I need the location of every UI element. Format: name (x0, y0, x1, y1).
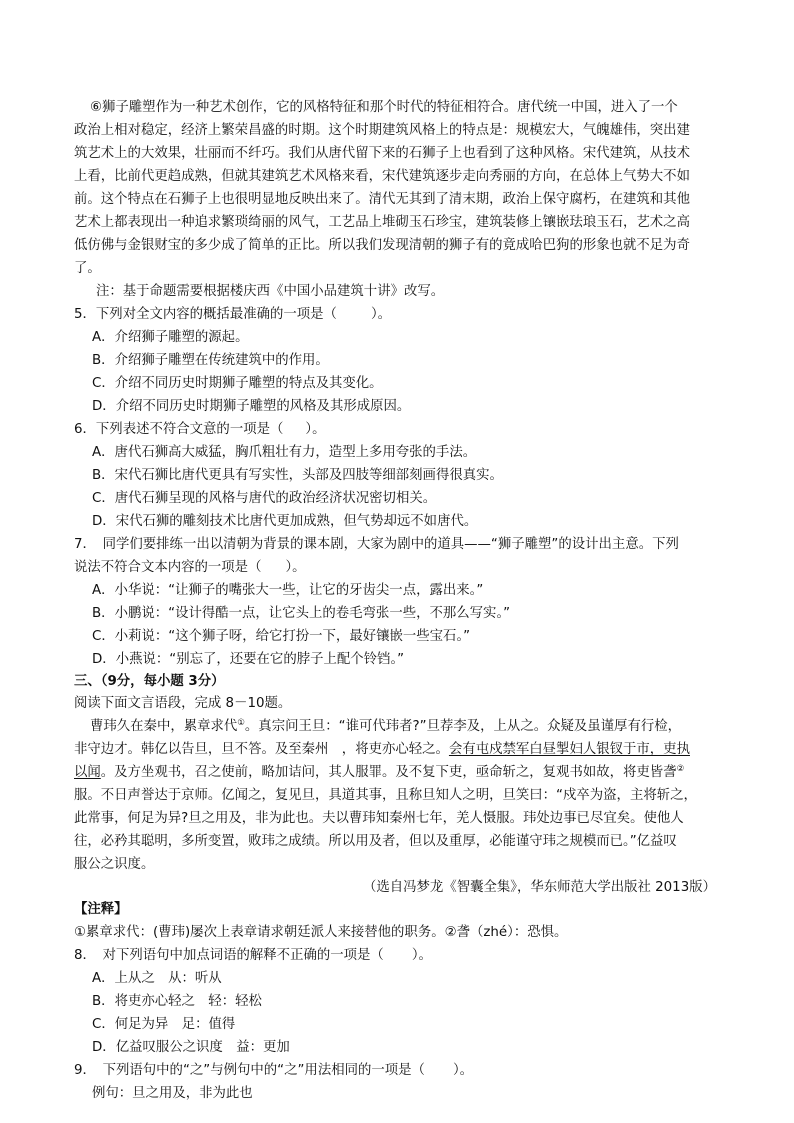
q7-option-a: A．小华说：“让狮子的嘴张大一些，让它的牙齿尖一点，露出来。” (92, 583, 484, 598)
q6-option-d: D．宋代石狮的雕刻技术比唐代更加成熟，但气势却远不如唐代。 (92, 514, 478, 529)
passage-line: 上看，比前代更趋成熟，但就其建筑艺术风格来看，宋代建筑逐步走向秀丽的方向，在总体上气势大不如 (74, 169, 690, 184)
q7-option-c: C．小莉说：“这个狮子呀，给它打扮一下，最好镶嵌一些宝石。” (92, 629, 471, 644)
q9-example: 例句：旦之用及，非为此也 (92, 1086, 253, 1101)
question-9-stem: 9． 下列语句中的“之”与例句中的“之”用法相同的一项是（ ）。 (74, 1063, 474, 1078)
classical-line: 此常事，何足为异?旦之用及，非为此也。夫以曹玮知秦州七年，羌人慑服。玮处边事已尽宜矣。使他人 (74, 811, 684, 826)
passage-line: 前。这个特点在石狮子上也很明显地反映出来了。清代无其到了清末期，政治上保守腐朽，在建筑和其他 (74, 192, 690, 207)
passage-line: 低仿佛与金银财宝的多少成了简单的正比。所以我们发现清朝的狮子有的竟成哈巴狗的形象也就不足为奇 (74, 238, 690, 253)
question-5-stem: 5．下列对全文内容的概括最准确的一项是（ ）。 (74, 307, 392, 322)
passage-line: 艺术上都表现出一种追求繁琐绮丽的风气，工艺品上堆砌玉石珍宝，建筑装修上镶嵌珐琅玉石，艺术之高 (74, 215, 690, 230)
q8-option-d: D．亿益叹服公之识度 益：更加 (92, 1040, 290, 1055)
section-3-intro: 阅读下面文言语段，完成 8－10题。 (74, 696, 292, 711)
section-3-heading: 三、（9分，每小题 3分） (74, 674, 225, 689)
footnote-marker: ② (676, 764, 685, 774)
q6-option-b: B．宋代石狮比唐代更具有写实性，头部及四肢等细部刻画得很真实。 (92, 468, 503, 483)
question-7-stem-cont: 说法不符合文本内容的一项是（ ）。 (74, 560, 306, 575)
q7-option-b: B．小鹏说：“设计得酷一点，让它头上的卷毛弯张一些，不那么写实。” (92, 606, 511, 621)
classical-source: （选自冯梦龙《智囊全集》，华东师范大学出版社 2013版） (362, 880, 716, 895)
q8-option-c: C．何足为异 足：值得 (92, 1017, 236, 1032)
passage-line: ⑥狮子雕塑作为一种艺术创作，它的风格特征和那个时代的特征相符合。唐代统一中国，进入了一个 (90, 100, 678, 115)
q5-option-b: B．介绍狮子雕塑在传统建筑中的作用。 (92, 353, 329, 368)
q5-option-a: A．介绍狮子雕塑的源起。 (92, 330, 249, 345)
passage-line: 筑艺术上的大效果，壮丽而不纤巧。我们从唐代留下来的石狮子上也看到了这种风格。宋代建筑，从技术 (74, 146, 690, 161)
classical-line: 服公之识度。 (74, 857, 155, 872)
classical-line: 往，必矜其聪明，多所变置，败玮之成绩。所以用及者，但以及重厚，必能谨守玮之规模而已。”亿益叹 (74, 834, 677, 849)
source-note: 注：基于命题需要根据楼庆西《中国小品建筑十讲》改写。 (96, 284, 445, 299)
notes-heading: 【注释】 (74, 902, 128, 917)
classical-line: 非守边才。韩亿以告旦，旦不答。及至秦州 ，将吏亦心轻之。会有屯戍禁军白昼掣妇人银钗于市，吏执 (74, 742, 690, 757)
q5-option-c: C．介绍不同历史时期狮子雕塑的特点及其变化。 (92, 376, 383, 391)
classical-line: 服。不日声誉达于京师。亿闻之，复见旦，具道其事，且称旦知人之明，旦笑曰：“戍卒为盗，主将斩之， (74, 788, 697, 803)
classical-line: 以闻。及方坐观书，召之使前，略加诘问，其人服罪。及不复下吏，亟命斩之，复观书如故，将吏皆詟② (74, 764, 685, 780)
q7-option-d: D．小燕说：“别忘了，还要在它的脖子上配个铃铛。” (92, 652, 405, 667)
classical-line: 曹玮久在秦中，累章求代①。真宗问王旦：“谁可代玮者?”旦荐李及，上从之。众疑及虽谨厚有行检， (90, 718, 682, 734)
q5-option-d: D．介绍不同历史时期狮子雕塑的风格及其形成原因。 (92, 399, 411, 414)
q8-option-b: B．将吏亦心轻之 轻：轻松 (92, 994, 262, 1009)
passage-line: 了。 (74, 261, 101, 276)
notes-text: ①累章求代：(曹玮)屡次上表章请求朝廷派人来接替他的职务。②詟（zhé）：恐惧。 (74, 925, 568, 940)
footnote-marker: ① (237, 718, 245, 728)
passage-line: 政治上相对稳定，经济上繁荣昌盛的时期。这个时期建筑风格上的特点是：规模宏大，气魄雄伟，突出建 (74, 123, 690, 138)
q6-option-c: C．唐代石狮呈现的风格与唐代的政治经济状况密切相关。 (92, 491, 437, 506)
underlined-sentence: 会有屯戍禁军白昼掣妇人银钗于市，吏执 (448, 742, 690, 757)
q6-option-a: A．唐代石狮高大威猛，胸爪粗壮有力，造型上多用夸张的手法。 (92, 445, 477, 460)
q8-option-a: A．上从之 从：听从 (92, 971, 222, 986)
question-7-stem: 7． 同学们要排练一出以清朝为背景的课本剧，大家为剧中的道具——“狮子雕塑”的设计出主意。下列 (74, 537, 679, 552)
question-6-stem: 6．下列表述不符合文意的一项是（ ）。 (74, 422, 326, 437)
underlined-sentence: 以闻 (74, 765, 101, 780)
question-8-stem: 8． 对下列语句中加点词语的解释不正确的一项是（ ）。 (74, 948, 432, 963)
